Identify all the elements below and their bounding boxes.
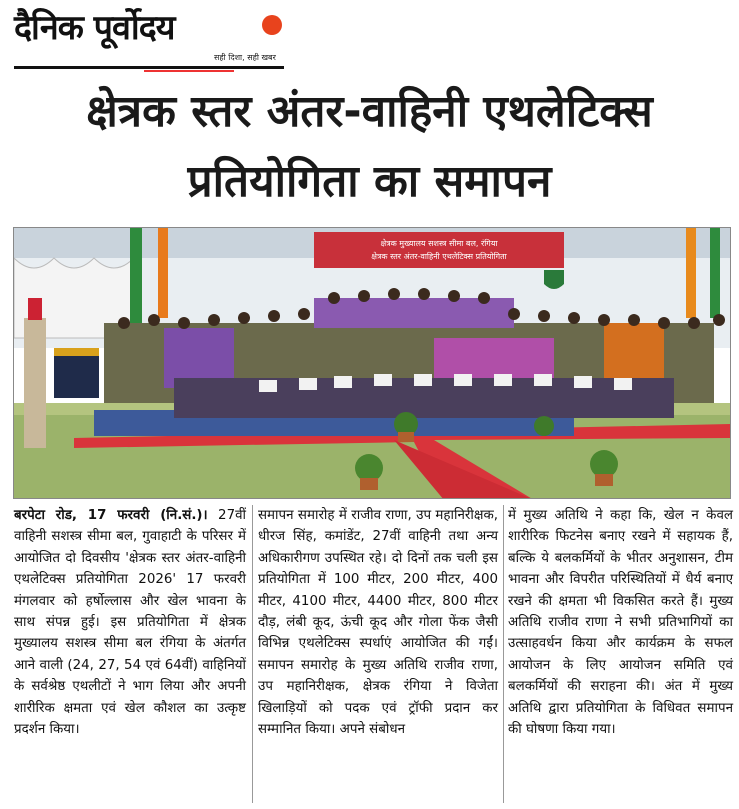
masthead-accent-rule xyxy=(144,70,234,72)
crowd-front-row xyxy=(174,374,674,418)
article-column-2: समापन समारोह में राजीव राणा, उप महानिरीक्षक, धीरज सिंह, कमांडेंट, 27वीं वाहिनी तथा अन्य अधिकारीगण उपस्थित रहे। दो दिनों तक चली इस प्रतियोगिता में 100 मीटर, 200 मीटर, 400 मीटर, 4100 मीटर, 4400 मीटर, 800 मीटर दौड़, लंबी कूद, ऊंची कूद और गोला फेंक जैसी विभिन्न एथलेटिक्स स्पर्धाएं आयोजित की गईं। समापन समारोह के मुख्य अतिथि राजीव राणा, उप महानिरीक्षक, क्षेत्रक रंगिया ने विजेता खिलाड़ियों को पदक एवं ट्रॉफी प्रदान कर सम्मानित किया। अपने संबोधन xyxy=(258,508,498,738)
tagline: सही दिशा, सही खबर xyxy=(214,53,276,62)
logo-dot-icon xyxy=(262,15,282,35)
column-rule xyxy=(252,505,253,803)
column-rule xyxy=(503,505,504,803)
article-column-1 xyxy=(14,505,246,740)
dateline: बरपेटा रोड, 17 फरवरी (नि.सं.)। xyxy=(14,508,208,523)
group-photo-illustration xyxy=(14,228,731,499)
banner-text-1: क्षेत्रक मुख्यालय सशस्त्र सीमा बल, रंगिया xyxy=(380,239,498,248)
article-text-col1: 27वीं वाहिनी सशस्त्र सीमा बल, गुवाहाटी के परिसर में आयोजित दो दिवसीय 'क्षेत्रक स्तर अंतर-वाहिनी एथलेटिक्स प्रतियोगिता 2026' 17 फरवरी मंगलवार को हर्षोल्लास और खेल भावना के साथ संपन्न हुई। इस प्रतियोगिता में क्षेत्रक मुख्यालय सशस्त्र सीमा बल रंगिया के अंतर्गत आने वाली (24, 27, 54 एवं 64वीं) वाहिनियों के सर्वश्रेष्ठ एथलीटों ने भाग लिया और अपनी शारीरिक क्षमता एवं खेल कौशल का उत्कृष्ट प्रदर्शन किया। xyxy=(14,508,246,738)
group-photo xyxy=(13,227,731,499)
article-column-3: में मुख्य अतिथि ने कहा कि, खेल न केवल शारीरिक फिटनेस बनाए रखने में सहायक हैं, बल्कि ये बलकर्मियों के भीतर अनुशासन, टीम भावना और विपरीत परिस्थितियों में धैर्य बनाए रखने की क्षमता भी विकसित करते हैं। मुख्य अतिथि राजीव राणा ने सभी प्रतिभागियों का उत्साहवर्धन किया और कार्यक्रम के सफल आयोजन के लिए आयोजन समिति एवं बलकर्मियों की सराहना की। अंत में मुख्य अतिथि द्वारा प्रतियोगिता के विधिवत समापन की घोषणा किया गया। xyxy=(508,508,733,738)
headline-line-1: क्षेत्रक स्तर अंतर-वाहिनी एथलेटिक्स xyxy=(86,86,653,137)
masthead-rule xyxy=(14,66,284,69)
newspaper-name: दैनिक पूर्वोदय xyxy=(14,8,175,48)
headline-line-2: प्रतियोगिता का समापन xyxy=(187,156,552,207)
banner-text-2: क्षेत्रक स्तर अंतर-वाहिनी एथलेटिक्स प्रतियोगिता xyxy=(371,252,507,261)
masthead xyxy=(14,6,284,72)
